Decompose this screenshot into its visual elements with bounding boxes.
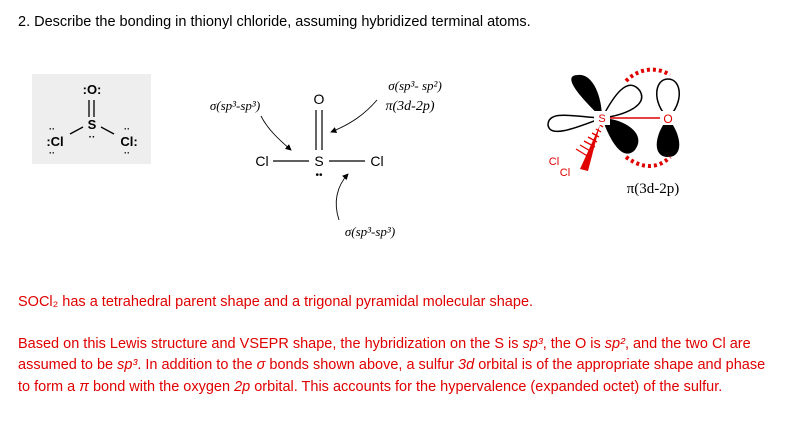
answer-cl-hyb: sp³ — [117, 357, 138, 374]
answer-hybridization — [18, 334, 773, 398]
pi-overlap-bottom — [626, 157, 670, 166]
answer-p7: bond with the oxygen — [88, 378, 235, 395]
label-bottom-sigma: σ(sp³-sp³) — [344, 224, 396, 239]
wedge-bond-cl — [580, 125, 600, 171]
answer-orb-2p: 2p — [234, 378, 251, 395]
answer-shape: SOCl₂ has a tetrahedral parent shape and a trigonal pyramidal molecular shape. — [18, 294, 534, 310]
label-top-sigma: σ(sp³- sp²) — [388, 78, 442, 93]
answer-p2: , the O is — [542, 336, 605, 352]
arrow-left-sigma — [261, 116, 291, 150]
orbital-caption: π(3d-2p) — [626, 181, 680, 197]
bond-atom-cl-right: Cl — [370, 153, 384, 169]
answer-p8: orbital. This accounts for the hypervalence (expanded octet) of the sulfur. — [250, 378, 723, 395]
answer-pi: π — [79, 378, 89, 395]
d-lobe-left — [548, 115, 602, 131]
arrow-top — [331, 100, 377, 132]
lewis-sulfur-lone-pair: ·· — [88, 132, 96, 143]
answer-p1: Based on this Lewis structure and VSEPR shape, the hybridization on the S is — [18, 336, 523, 352]
orbital-diagram — [530, 65, 710, 205]
lewis-cl-left-dots-bottom: ·· — [49, 148, 55, 158]
orbital-atom-oxygen: O — [663, 112, 673, 126]
orbital-diagram-svg — [530, 65, 710, 205]
bond-atom-cl-left: Cl — [255, 153, 269, 169]
answer-p3: , and the two Cl are assumed to be — [18, 336, 751, 374]
lewis-bond-left — [70, 127, 83, 134]
answer-p4: . In addition to the — [137, 357, 257, 374]
lewis-cl-right: Cl: — [120, 134, 138, 149]
lewis-cl-right-dots-bottom: ·· — [124, 148, 130, 158]
answer-s-hyb: sp³ — [522, 336, 543, 352]
orbital-atom-sulfur: S — [598, 113, 606, 125]
label-left-sigma: σ(sp³-sp³) — [209, 98, 261, 113]
answer-p5: bonds shown above, a sulfur — [265, 357, 459, 374]
orbital-atom-cl-1: Cl — [548, 156, 560, 168]
lewis-oxygen: :O: — [82, 82, 102, 97]
lewis-cl-right-dots-top: ·· — [124, 124, 130, 134]
question-text: 2. Describe the bonding in thionyl chloride, assuming hybridized terminal atoms. — [18, 14, 531, 30]
answer-orb-3d: 3d — [458, 357, 475, 374]
lewis-cl-left-dots-top: ·· — [49, 124, 55, 134]
bonding-diagram — [195, 70, 465, 250]
bonding-diagram-svg — [195, 70, 465, 250]
lewis-sulfur: S — [87, 117, 97, 132]
orbital-atom-cl-2: Cl — [559, 167, 571, 179]
lewis-structure — [32, 74, 151, 164]
answer-sigma: σ — [256, 357, 266, 374]
bond-atom-sulfur: S — [314, 153, 324, 169]
answer-o-hyb: sp² — [604, 336, 625, 352]
label-top-pi: π(3d-2p) — [385, 99, 435, 114]
bond-atom-oxygen: O — [313, 91, 325, 107]
arrow-bottom — [336, 174, 348, 220]
lewis-cl-left: :Cl — [46, 134, 64, 149]
answer-p6: orbital is of the appropriate shape and phase to form a — [18, 357, 766, 395]
lewis-structure-svg — [32, 74, 151, 164]
lewis-bond-right — [101, 127, 114, 134]
bond-sulfur-lone-pair: •• — [315, 170, 323, 181]
